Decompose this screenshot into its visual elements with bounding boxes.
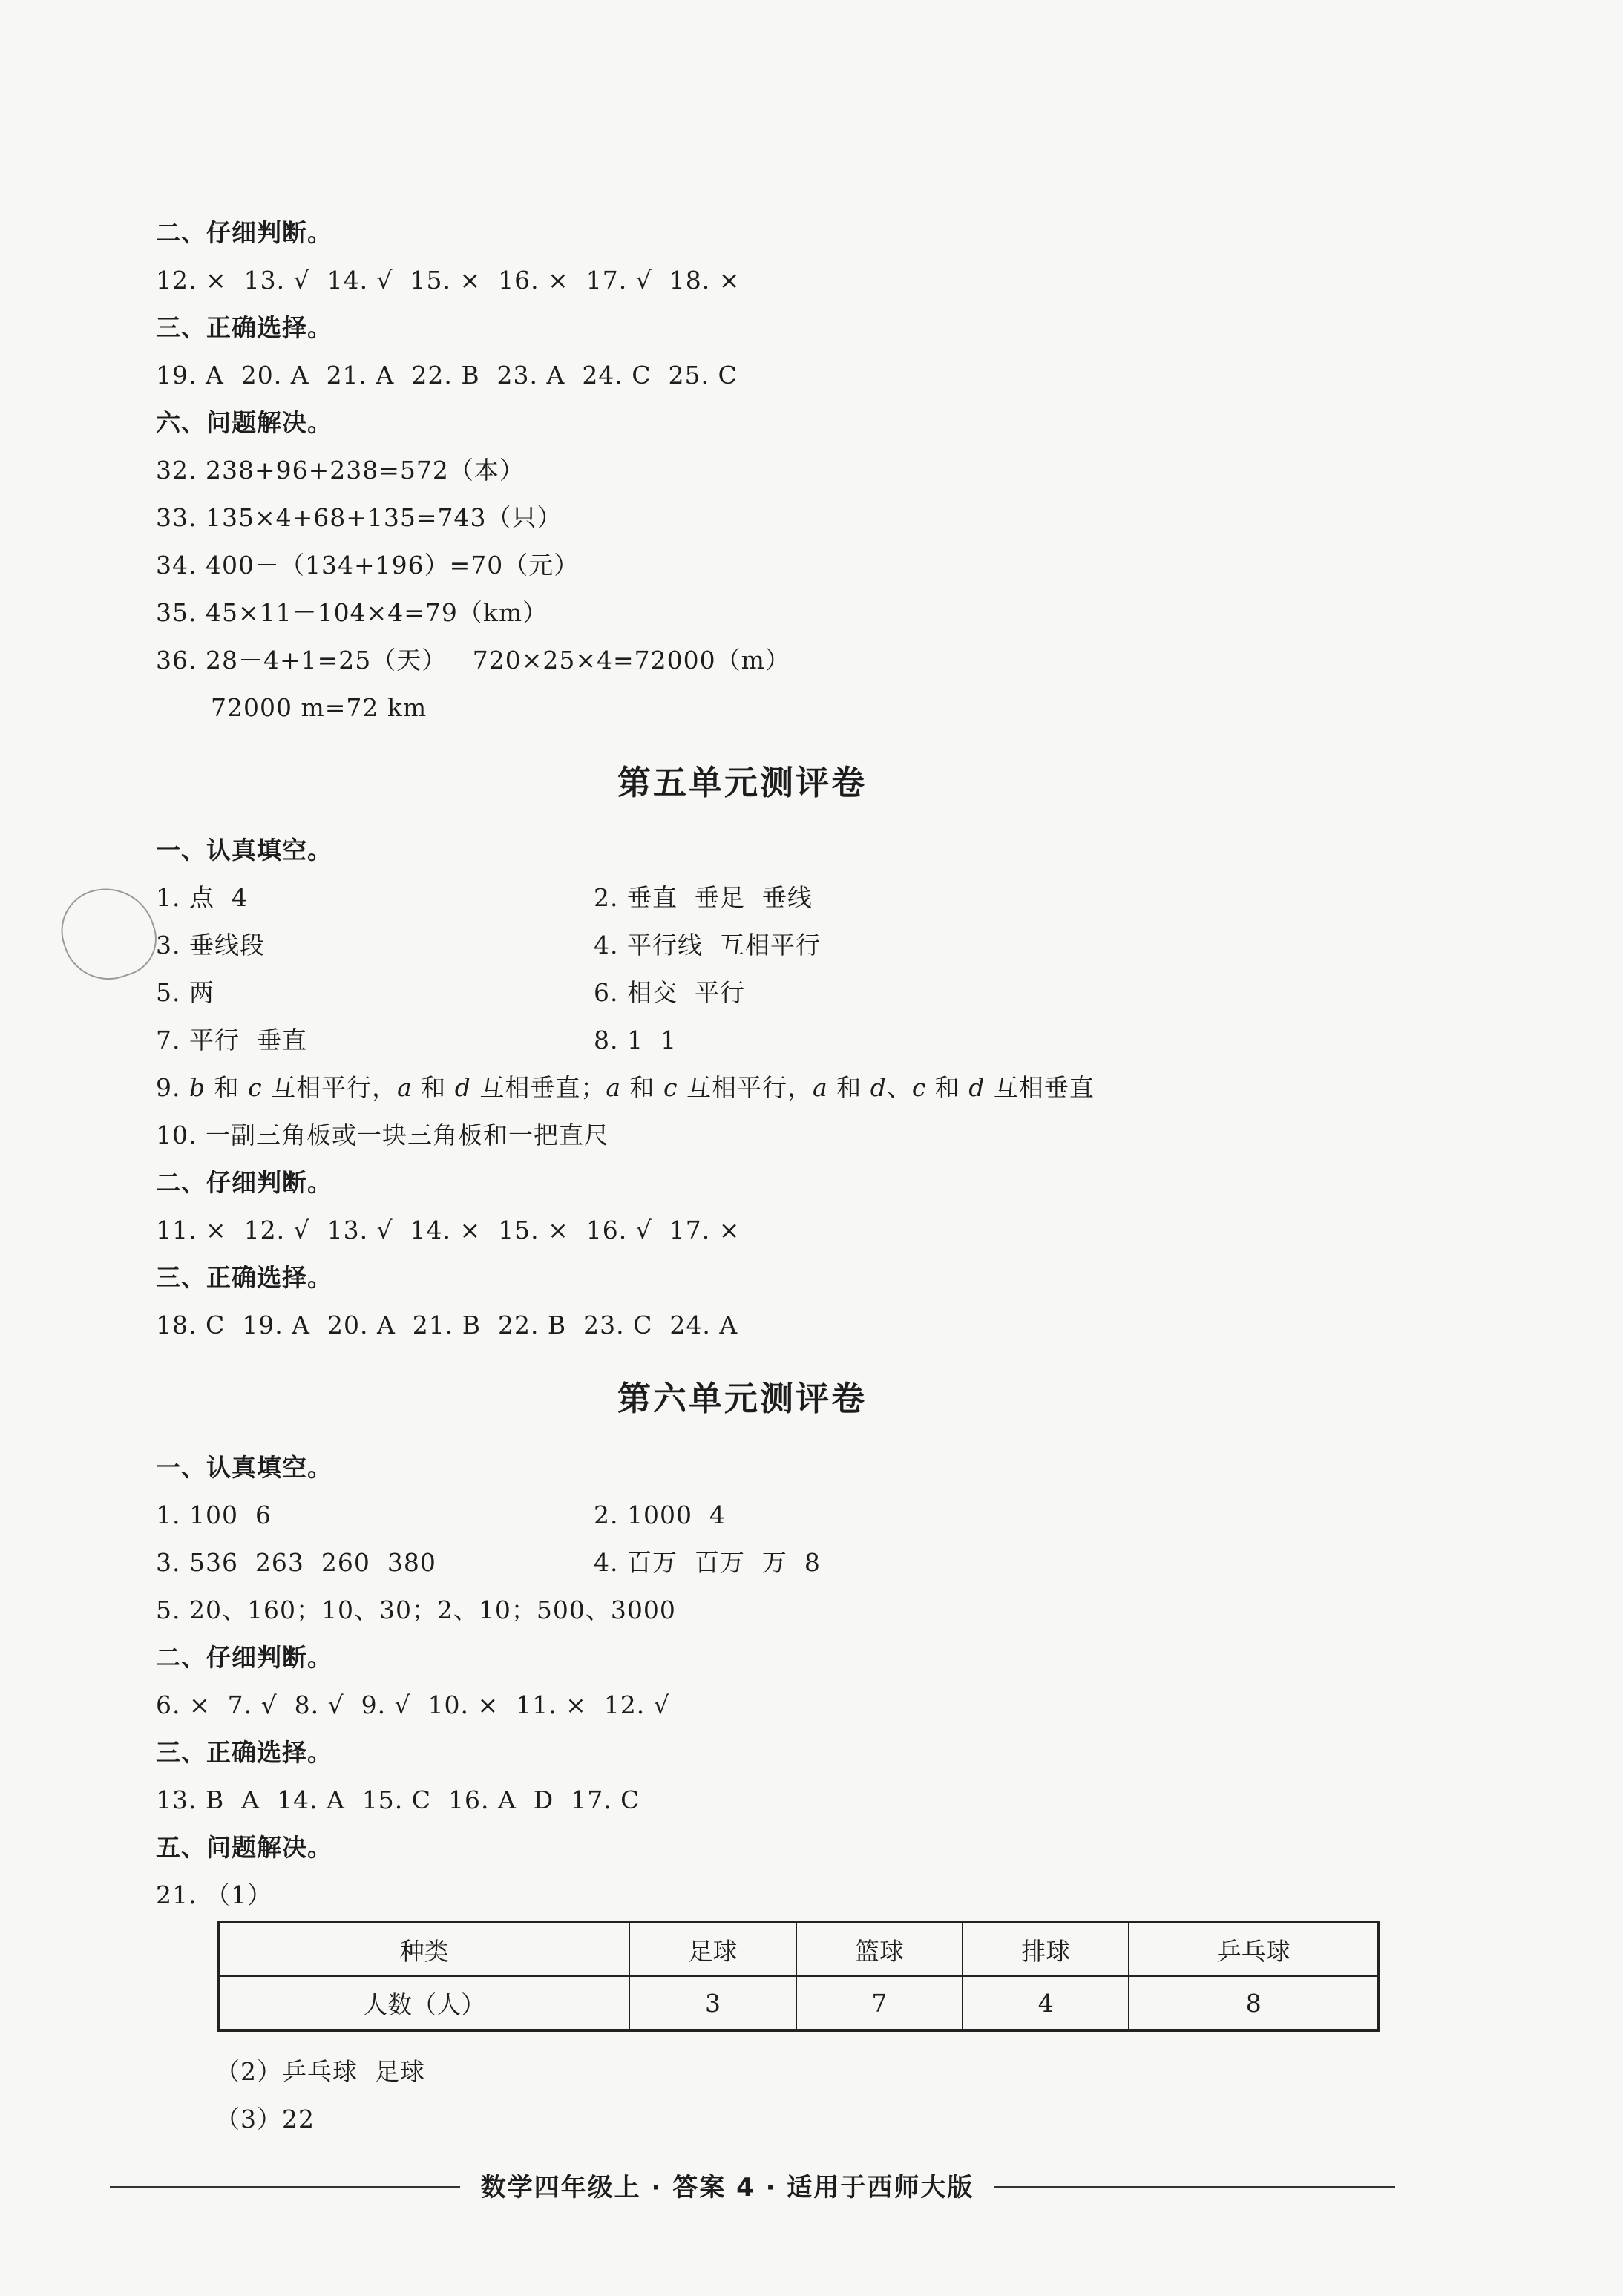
var-c: c bbox=[663, 1073, 678, 1102]
section-heading: 六、问题解决。 bbox=[156, 408, 332, 437]
section-heading: 二、仔细判断。 bbox=[156, 218, 332, 247]
answer-line: （2）乒乓球 足球 bbox=[215, 2057, 425, 2086]
section-heading: 二、仔细判断。 bbox=[156, 1168, 332, 1197]
answer-line: 32. 238+96+238=572（本） bbox=[156, 456, 525, 485]
var-d: d bbox=[968, 1073, 986, 1102]
answer-line: （3）22 bbox=[215, 2105, 315, 2133]
answer-item: 2. 1000 4 bbox=[594, 1500, 726, 1529]
answer-line: 10. 一副三角板或一块三角板和一把直尺 bbox=[156, 1121, 609, 1149]
answer-item: 1. 点 4 bbox=[156, 883, 248, 912]
answer-line: 6. × 7. √ 8. √ 9. √ 10. × 11. × 12. √ bbox=[156, 1690, 670, 1719]
answer-line: 21. （1） bbox=[156, 1880, 272, 1909]
answer-item: 3. 536 263 260 380 bbox=[156, 1548, 436, 1577]
answer-line: 33. 135×4+68+135=743（只） bbox=[156, 503, 563, 532]
answer-line: 12. × 13. √ 14. √ 15. × 16. × 17. √ 18. × bbox=[156, 266, 741, 295]
var-a: a bbox=[813, 1073, 828, 1102]
table-cell: 篮球 bbox=[796, 1922, 963, 1976]
answer-line-q9 bbox=[156, 1072, 1095, 1104]
var-b: b bbox=[188, 1073, 206, 1102]
section-heading: 三、正确选择。 bbox=[156, 313, 332, 342]
unit-title: 第六单元测评卷 bbox=[617, 1379, 867, 1418]
answer-line: 34. 400－（134+196）=70（元） bbox=[156, 551, 580, 580]
answer-line: 13. B A 14. A 15. C 16. A D 17. C bbox=[156, 1785, 640, 1814]
footer-rule-right bbox=[994, 2186, 1395, 2188]
answer-line: 19. A 20. A 21. A 22. B 23. A 24. C 25. C bbox=[156, 361, 738, 390]
answer-line: 18. C 19. A 20. A 21. B 22. B 23. C 24. A bbox=[156, 1311, 738, 1339]
q9-text: 和 bbox=[412, 1073, 455, 1102]
var-a: a bbox=[606, 1073, 622, 1102]
var-a: a bbox=[397, 1073, 413, 1102]
section-heading: 三、正确选择。 bbox=[156, 1263, 332, 1292]
answer-line: 11. × 12. √ 13. √ 14. × 15. × 16. √ 17. × bbox=[156, 1216, 741, 1244]
answer-item: 6. 相交 平行 bbox=[594, 978, 745, 1007]
q9-text: 互相垂直 bbox=[985, 1073, 1095, 1102]
answer-item: 4. 平行线 互相平行 bbox=[594, 931, 821, 960]
answer-item: 4. 百万 百万 万 8 bbox=[594, 1548, 821, 1577]
table-cell: 8 bbox=[1129, 1976, 1379, 2030]
table-cell: 足球 bbox=[629, 1922, 796, 1976]
answer-line: 36. 28－4+1=25（天） 720×25×4=72000（m） bbox=[156, 646, 790, 675]
section-heading: 三、正确选择。 bbox=[156, 1738, 332, 1767]
answer-item: 7. 平行 垂直 bbox=[156, 1026, 307, 1054]
q9-text: 和 bbox=[827, 1073, 870, 1102]
section-heading: 二、仔细判断。 bbox=[156, 1643, 332, 1672]
answer-line: 72000 m=72 km bbox=[211, 693, 427, 722]
answer-line: 35. 45×11－104×4=79（km） bbox=[156, 598, 548, 627]
q9-text: 和 bbox=[926, 1073, 969, 1102]
table-cell: 7 bbox=[796, 1976, 963, 2030]
section-heading: 一、认真填空。 bbox=[156, 836, 332, 865]
q9-number: 9. bbox=[156, 1073, 189, 1102]
table-cell: 4 bbox=[963, 1976, 1129, 2030]
table-cell: 人数（人） bbox=[218, 1976, 629, 2030]
answer-line: 5. 20、160；10、30；2、10；500、3000 bbox=[156, 1595, 676, 1624]
var-c: c bbox=[911, 1073, 927, 1102]
q9-text: 互相平行， bbox=[678, 1073, 813, 1102]
footer-caption: 数学四年级上 · 答案 4 · 适用于西师大版 bbox=[460, 2167, 994, 2203]
table-cell: 排球 bbox=[963, 1922, 1129, 1976]
q9-text: 和 bbox=[206, 1073, 249, 1102]
table-cell: 3 bbox=[629, 1976, 796, 2030]
answer-item: 3. 垂线段 bbox=[156, 931, 265, 960]
sports-count-table bbox=[217, 1921, 1380, 2032]
table-header-row bbox=[218, 1922, 1379, 1976]
var-d: d bbox=[870, 1073, 887, 1102]
table-cell: 乒乓球 bbox=[1129, 1922, 1379, 1976]
table-cell: 种类 bbox=[218, 1922, 629, 1976]
footer-rule-left bbox=[110, 2186, 460, 2188]
section-heading: 一、认真填空。 bbox=[156, 1453, 332, 1482]
q9-text: 、 bbox=[886, 1073, 912, 1102]
var-d: d bbox=[454, 1073, 471, 1102]
table-row bbox=[218, 1976, 1379, 2030]
answer-item: 1. 100 6 bbox=[156, 1500, 272, 1529]
q9-text: 互相垂直； bbox=[470, 1073, 606, 1102]
var-c: c bbox=[248, 1073, 263, 1102]
answer-item: 5. 两 bbox=[156, 978, 214, 1007]
answer-item: 8. 1 1 bbox=[594, 1026, 677, 1054]
stamp-mark bbox=[50, 876, 166, 991]
section-heading: 五、问题解决。 bbox=[156, 1833, 332, 1862]
unit-title: 第五单元测评卷 bbox=[617, 763, 867, 802]
q9-text: 互相平行， bbox=[262, 1073, 398, 1102]
answer-item: 2. 垂直 垂足 垂线 bbox=[594, 883, 813, 912]
q9-text: 和 bbox=[621, 1073, 664, 1102]
